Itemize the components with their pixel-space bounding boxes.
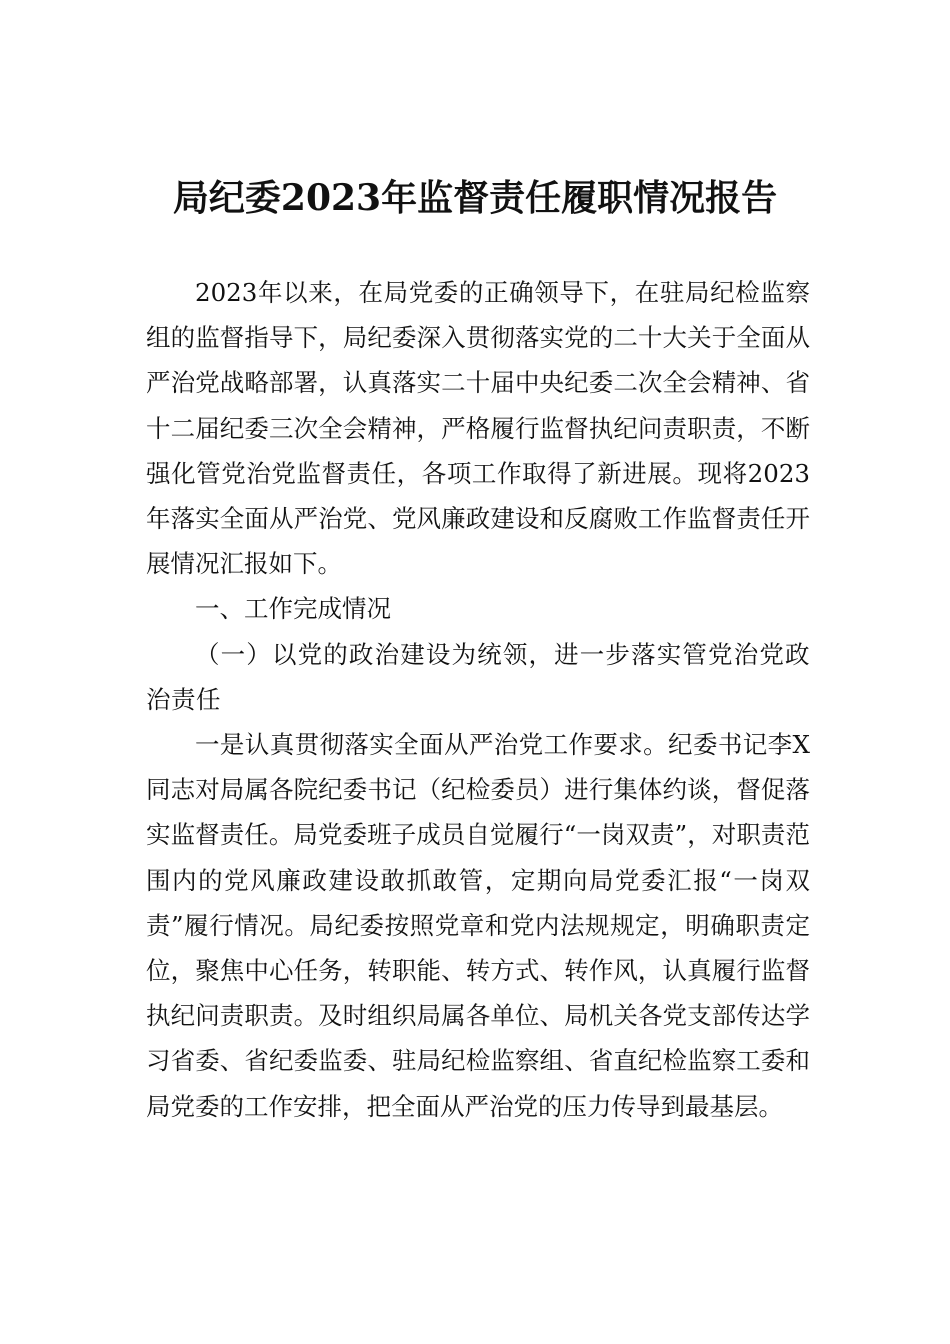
document-body [146,270,810,1129]
intro-paragraph: 2023年以来，在局党委的正确领导下，在驻局纪检监察组的监督指导下，局纪委深入贯彻落实党的二十大关于全面从严治党战略部署，认真落实二十届中央纪委二次全会精神、省十二届纪委三次全会精神，严格履行监督执纪问责职责，不断强化管党治党监督责任，各项工作取得了新进展。现将2023年落实全面从严治党、党风廉政建设和反腐败工作监督责任开展情况汇报如下。 [146,278,810,579]
subsection-heading: （一）以党的政治建设为统领，进一步落实管党治党政治责任 [146,639,810,714]
document-title: 局纪委2023年监督责任履职情况报告 [172,177,778,219]
section-heading: 一、工作完成情况 [195,594,391,624]
point-paragraph: 一是认真贯彻落实全面从严治党工作要求。纪委书记李X同志对局属各院纪委书记（纪检委员）进行集体约谈，督促落实监督责任。局党委班子成员自觉履行“一岗双责”，对职责范围内的党风廉政建设敢抓敢管，定期向局党委汇报“一岗双责”履行情况。局纪委按照党章和党内法规规定，明确职责定位，聚焦中心任务，转职能、转方式、转作风，认真履行监督执纪问责职责。及时组织局属各单位、局机关各党支部传达学习省委、省纪委监委、驻局纪检监察组、省直纪检监察工委和局党委的工作安排，把全面从严治党的压力传导到最基层。 [146,730,810,1121]
